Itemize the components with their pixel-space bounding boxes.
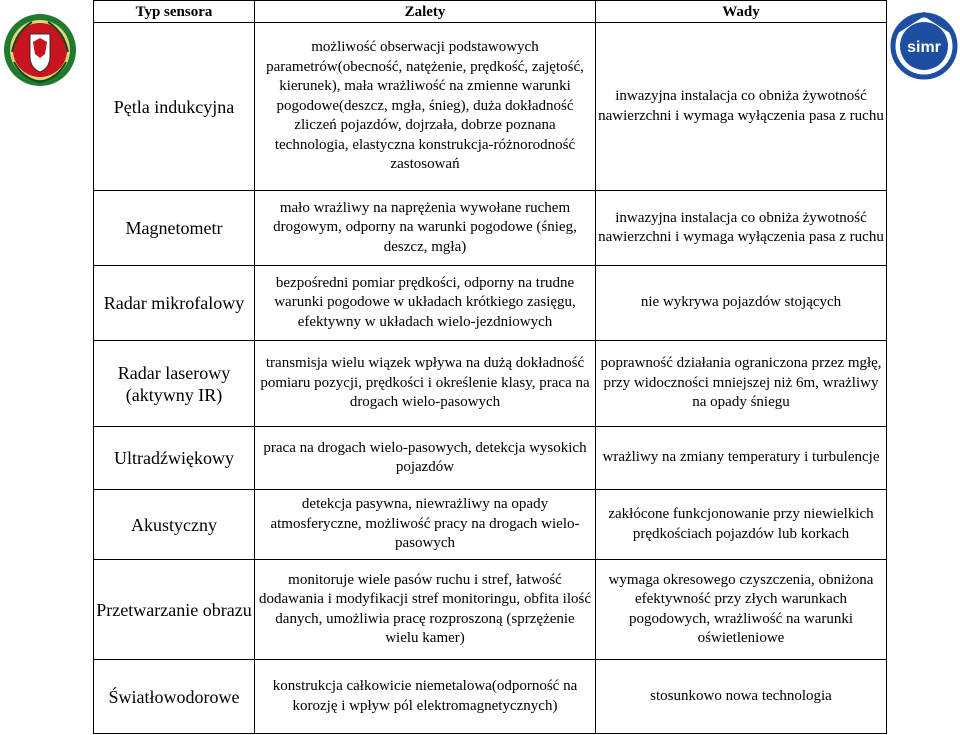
table-row	[94, 341, 887, 427]
table-row	[94, 23, 887, 191]
advantages-cell: mało wrażliwy na naprężenia wywołane ruchem drogowym, odporny na warunki pogodowe (śnieg, deszcz, mgła)	[255, 191, 596, 266]
disadvantages-cell: zakłócone funkcjonowanie przy niewielkich prędkościach pojazdów lub korkach	[596, 490, 887, 560]
advantages-cell: praca na drogach wielo-pasowych, detekcja wysokich pojazdów	[255, 427, 596, 490]
simr-logo	[890, 12, 958, 80]
sensor-type-cell: Radar mikrofalowy	[94, 266, 255, 341]
disadvantages-cell: wymaga okresowego czyszczenia, obniżona efektywność przy złych warunkach pogodowych, wrażliwość na warunki oświetleniowe	[596, 560, 887, 660]
advantages-cell: detekcja pasywna, niewrażliwy na opady atmosferyczne, możliwość pracy na drogach wielo-pasowych	[255, 490, 596, 560]
table-row	[94, 427, 887, 490]
disadvantages-cell: nie wykrywa pojazdów stojących	[596, 266, 887, 341]
column-header-pros: Zalety	[255, 1, 596, 23]
sensor-type-cell: Pętla indukcyjna	[94, 23, 255, 191]
advantages-cell: transmisja wielu wiązek wpływa na dużą dokładność pomiaru pozycji, prędkości i określenie klasy, praca na drogach wielo-pasowych	[255, 341, 596, 427]
table-header-row	[94, 1, 887, 23]
table-row	[94, 266, 887, 341]
table-row	[94, 560, 887, 660]
university-emblem-logo	[2, 12, 78, 88]
sensor-type-cell: Ultradźwiękowy	[94, 427, 255, 490]
disadvantages-cell: wrażliwy na zmiany temperatury i turbulencje	[596, 427, 887, 490]
svg-text:simr: simr	[907, 39, 941, 56]
column-header-type: Typ sensora	[94, 1, 255, 23]
table-row	[94, 660, 887, 734]
table-row	[94, 191, 887, 266]
advantages-cell: monitoruje wiele pasów ruchu i stref, łatwość dodawania i modyfikacji stref monitoringu, obfita ilość danych, umożliwia pracę rozproszoną (sprzężenie wielu kamer)	[255, 560, 596, 660]
sensor-type-cell: Światłowodorowe	[94, 660, 255, 734]
sensor-type-cell: Magnetometr	[94, 191, 255, 266]
disadvantages-cell: stosunkowo nowa technologia	[596, 660, 887, 734]
sensor-type-cell: Akustyczny	[94, 490, 255, 560]
disadvantages-cell: inwazyjna instalacja co obniża żywotność nawierzchni i wymaga wyłączenia pasa z ruchu	[596, 23, 887, 191]
sensor-comparison-table	[93, 0, 887, 734]
advantages-cell: bezpośredni pomiar prędkości, odporny na trudne warunki pogodowe w układach krótkiego zasięgu, efektywny w układach wielo-jezdniowych	[255, 266, 596, 341]
table-row	[94, 490, 887, 560]
sensor-type-cell: Przetwarzanie obrazu	[94, 560, 255, 660]
column-header-cons: Wady	[596, 1, 887, 23]
sensor-type-cell: Radar laserowy (aktywny IR)	[94, 341, 255, 427]
disadvantages-cell: poprawność działania ograniczona przez mgłę, przy widoczności mniejszej niż 6m, wrażliwy na opady śniegu	[596, 341, 887, 427]
advantages-cell: konstrukcja całkowicie niemetalowa(odporność na korozję i wpływ pól elektromagnetycznych)	[255, 660, 596, 734]
advantages-cell: możliwość obserwacji podstawowych parametrów(obecność, natężenie, prędkość, zajętość, kierunek), mała wrażliwość na zmienne warunki pogodowe(deszcz, mgła, śnieg), duża dokładność zliczeń pojazdów, dojrzała, dobrze poznana technologia, elastyczna konstrukcja-różnorodność zastosowań	[255, 23, 596, 191]
disadvantages-cell: inwazyjna instalacja co obniża żywotność nawierzchni i wymaga wyłączenia pasa z ruchu	[596, 191, 887, 266]
